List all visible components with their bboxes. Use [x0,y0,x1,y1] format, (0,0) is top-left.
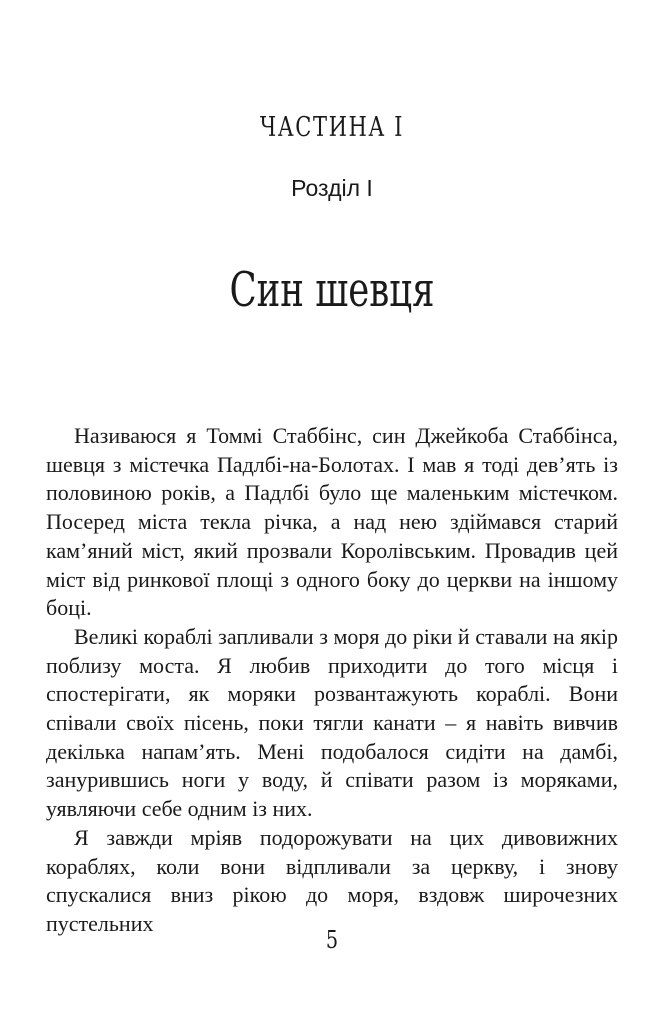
body-text [46,422,618,939]
paragraph: Я завжди мріяв подорожувати на цих дивовижних кораблях, коли вони відпливали за церкву, і знову спускалися вниз рікою до моря, вздовж широчезних пустельних [46,824,618,936]
chapter-label: Розділ I [291,175,373,201]
paragraph: Називаюся я Томмі Стаббінс, син Джейкоба Стаббінса, шевця з містечка Падлбі-на-Болотах. І мав я тоді дев’ять із половиною років, а Падлбі було ще маленьким містечком. Посеред міста текла річка, а над нею здіймався старий кам’яний міст, який прозвали Королівським. Провадив цей міст від ринкової площі з одного боку до церкви на іншому боці. [46,423,618,621]
page-number: 5 [325,926,339,954]
part-title: ЧАСТИНА I [259,112,405,143]
paragraph: Великі кораблі запливали з моря до ріки й ставали на якір поблизу моста. Я любив приходити до того місця і спостерігати, як моряки розвантажують кораблі. Вони співали своїх пісень, поки тягли канати – я навіть вивчив декілька напам’ять. Мені подобалося сидіти на дамбі, занурившись ноги у воду, й співати разом із моряками, уявляючи себе одним із них. [46,623,618,822]
chapter-title: Син шевця [229,262,435,318]
